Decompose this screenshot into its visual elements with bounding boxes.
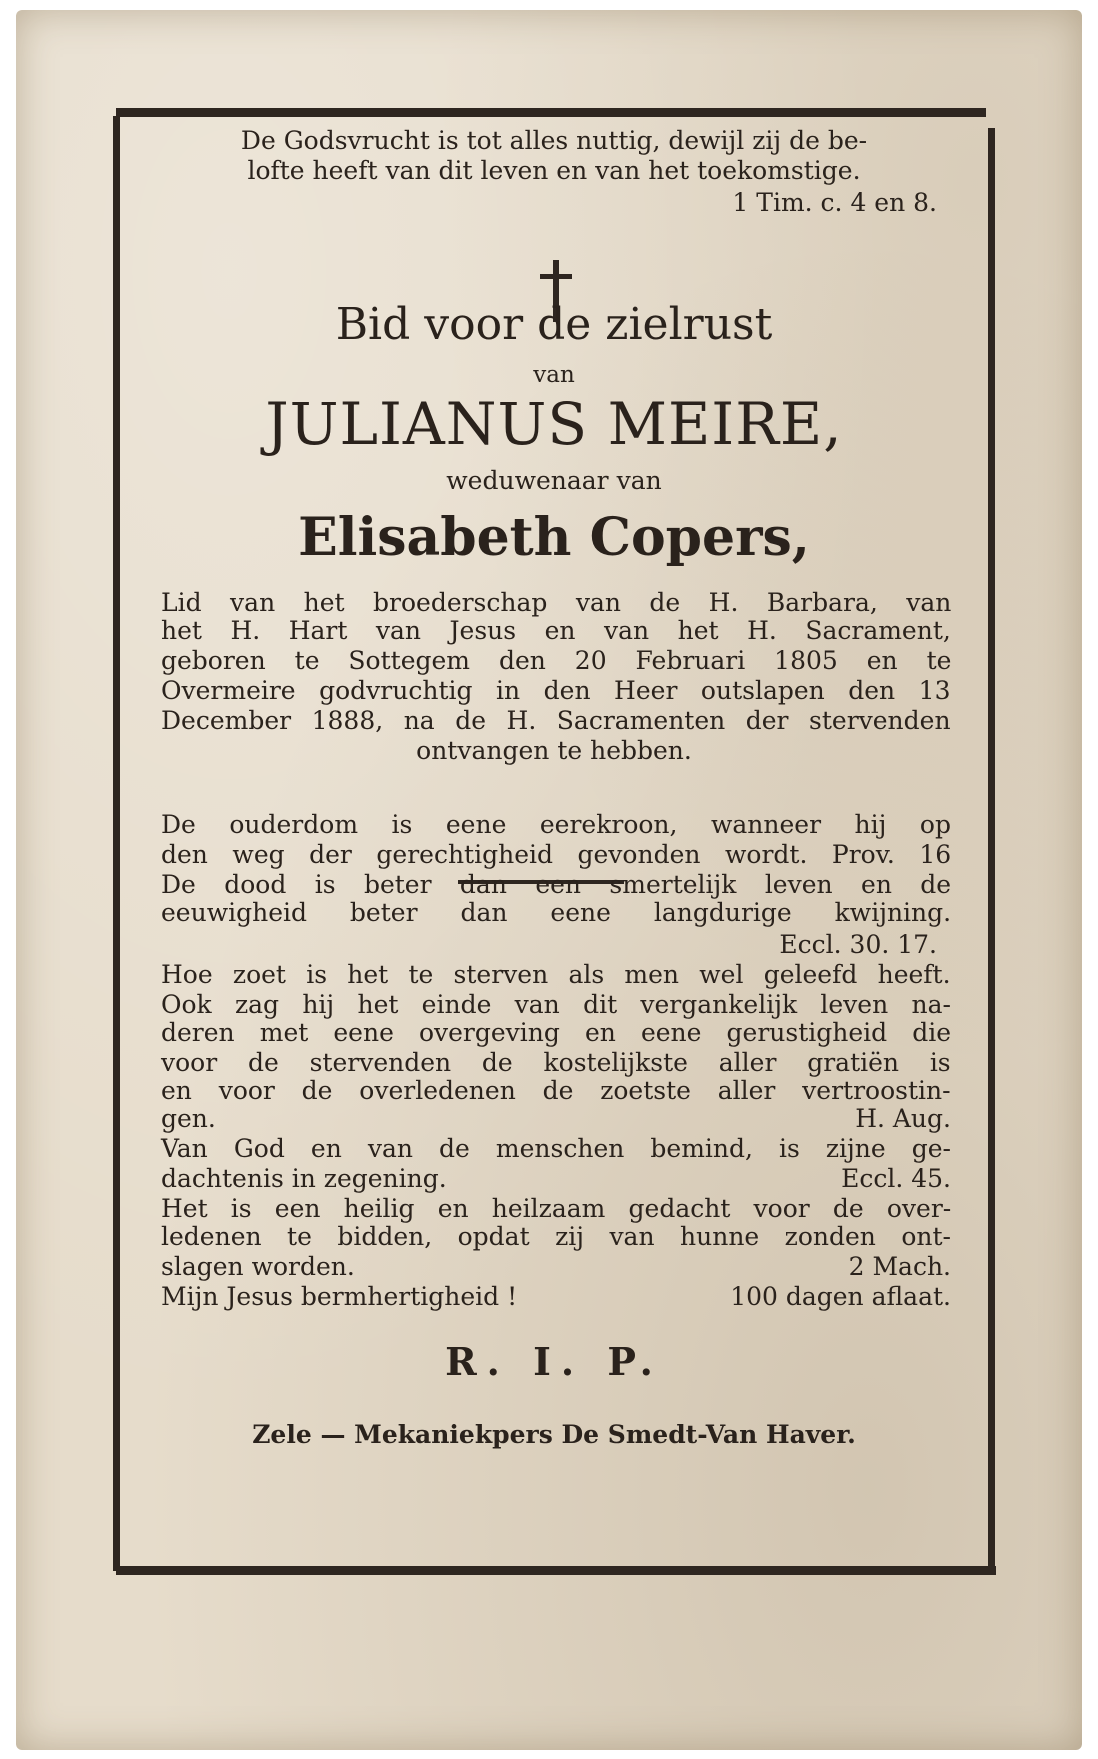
verse-text: en voor de overledenen de zoetste aller vertroostin- xyxy=(161,1076,951,1105)
verse-text: eeuwigheid beter dan eene langdurige kwijning. xyxy=(161,898,952,927)
verse-text: gen. xyxy=(161,1104,216,1133)
reference-aug: H. Aug. xyxy=(855,1104,951,1133)
reference-mach: 2 Mach. xyxy=(848,1252,951,1281)
prayer-text: Mijn Jesus bermhertigheid ! xyxy=(161,1282,518,1311)
frame-bottom-border xyxy=(116,1566,996,1575)
weduwenaar-label: weduwenaar van xyxy=(446,466,662,495)
verse-line xyxy=(161,1194,951,1224)
frame-top-border xyxy=(116,108,986,117)
bio-line-5 xyxy=(161,706,951,736)
spouse-name: Elisabeth Copers, xyxy=(298,507,810,568)
verse-line xyxy=(161,870,951,900)
verse-line-mach xyxy=(161,1252,951,1282)
frame-right-border xyxy=(988,128,995,1568)
bio-line-4 xyxy=(161,676,951,706)
reference-eccl-30: Eccl. 30. 17. xyxy=(779,930,937,959)
bio-line-3 xyxy=(161,646,951,676)
verse-line xyxy=(161,1018,951,1048)
epigraph-line-1: De Godsvrucht is tot alles nuttig, dewijl zij de be- xyxy=(240,126,868,155)
epigraph-reference: 1 Tim. c. 4 en 8. xyxy=(732,188,937,217)
prayer-line xyxy=(161,1282,951,1312)
verse-text: ledenen te bidden, opdat zij van hunne zonden ont- xyxy=(161,1222,951,1251)
rip-text: R. I. P. xyxy=(445,1339,663,1384)
verse-line xyxy=(161,1048,951,1078)
epigraph-line-2: lofte heeft van dit leven en van het toekomstige. xyxy=(247,156,861,185)
verse-line xyxy=(161,810,951,840)
printer-credit: Zele — Mekaniekpers De Smedt-Van Haver. xyxy=(252,1420,856,1449)
verse-line-eccl45 xyxy=(161,1164,951,1194)
verse-line xyxy=(161,840,951,870)
verse-line xyxy=(161,1076,951,1106)
verse-text: Van God en van de menschen bemind, is zijne ge- xyxy=(161,1134,952,1163)
verse-line xyxy=(161,1222,951,1252)
bio-line-6: ontvangen te hebben. xyxy=(416,736,692,765)
verse-text: den weg der gerechtigheid gevonden wordt. Prov. 16 xyxy=(161,840,952,869)
verse-line-aug xyxy=(161,1104,951,1134)
bio-text: geboren te Sottegem den 20 Februari 1805 en te xyxy=(161,646,952,675)
deceased-name: JULIANUS MEIRE, xyxy=(265,390,843,458)
verse-text: deren met eene overgeving en eene gerustigheid die xyxy=(161,1018,952,1047)
verse-text: voor de stervenden de kostelijkste aller gratiën is xyxy=(161,1048,951,1077)
verse-line xyxy=(161,1134,951,1164)
verse-text: De dood is beter dan een smertelijk leven en de xyxy=(161,870,952,899)
bio-text: December 1888, na de H. Sacramenten der stervenden xyxy=(161,706,951,735)
indulgence-text: 100 dagen aflaat. xyxy=(730,1282,951,1311)
verse-text: slagen worden. xyxy=(161,1252,355,1281)
bio-line-1 xyxy=(161,588,951,618)
verse-text: dachtenis in zegening. xyxy=(161,1164,447,1193)
frame-left-border xyxy=(113,116,120,1571)
bio-text: Overmeire godvruchtig in den Heer outslapen den 13 xyxy=(161,676,951,705)
verse-line xyxy=(161,898,951,928)
verse-text: Ook zag hij het einde van dit vergankelijk leven na- xyxy=(161,990,951,1019)
memorial-card xyxy=(16,10,1082,1750)
verse-text: Hoe zoet is het te sterven als men wel geleefd heeft. xyxy=(161,960,951,989)
bid-voor-heading: Bid voor de zielrust xyxy=(335,299,773,350)
bio-line-2 xyxy=(161,616,951,646)
van-label: van xyxy=(533,362,575,388)
verse-text: Het is een heilig en heilzaam gedacht voor de over- xyxy=(161,1194,952,1223)
verse-text: De ouderdom is eene eerekroon, wanneer hij op xyxy=(161,810,951,839)
bio-text: Lid van het broederschap van de H. Barbara, van xyxy=(161,588,952,617)
verse-line xyxy=(161,960,951,990)
bio-text: het H. Hart van Jesus en van het H. Sacrament, xyxy=(161,616,951,645)
verse-line xyxy=(161,990,951,1020)
reference-eccl-45: Eccl. 45. xyxy=(841,1164,951,1193)
